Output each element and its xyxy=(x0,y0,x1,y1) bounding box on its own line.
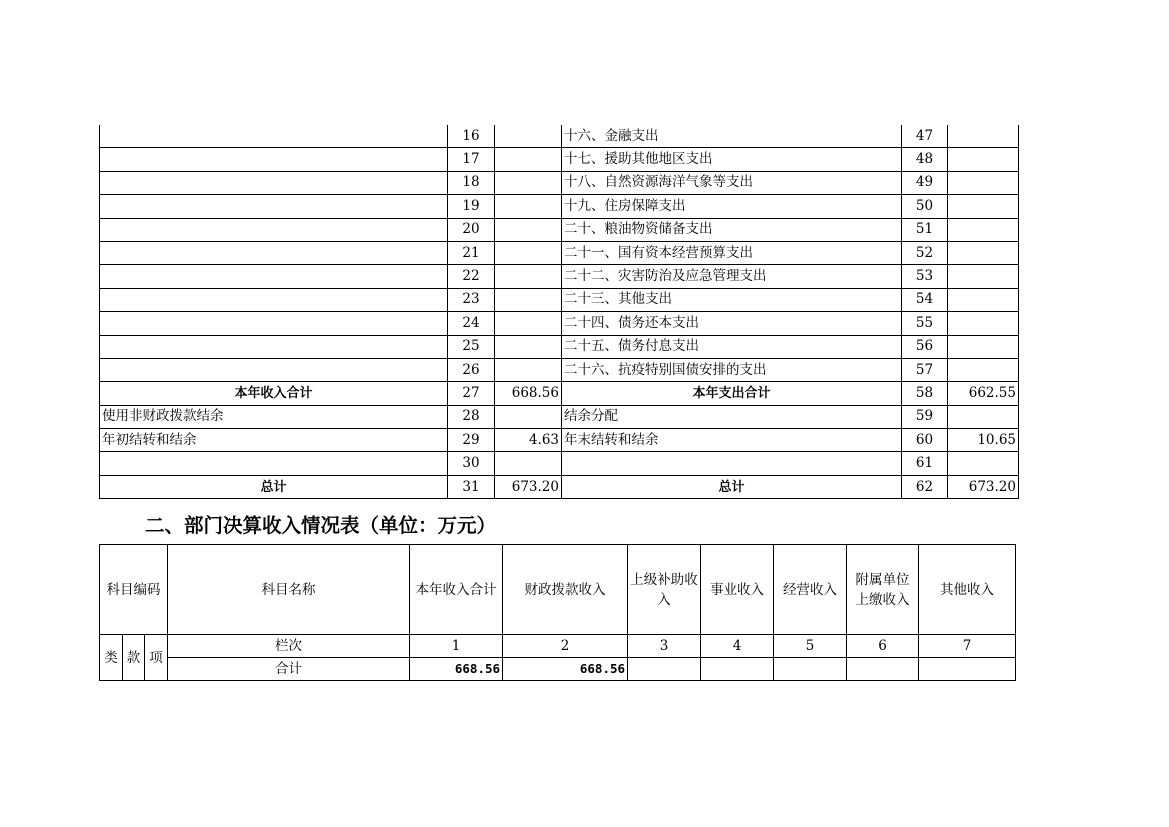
expense-amount xyxy=(948,241,1019,264)
expense-amount xyxy=(948,288,1019,311)
income-item-label: 总计 xyxy=(100,475,448,498)
expense-row-number: 48 xyxy=(902,148,948,171)
expense-item-label: 二十五、债务付息支出 xyxy=(562,335,902,358)
expense-amount xyxy=(948,358,1019,381)
header-affiliated: 附属单位上缴收入 xyxy=(847,545,919,635)
expense-row-number: 53 xyxy=(902,265,948,288)
header-operating: 经营收入 xyxy=(774,545,847,635)
table-row xyxy=(100,358,1019,381)
expense-amount xyxy=(948,171,1019,194)
income-row-number: 19 xyxy=(448,195,495,218)
income-amount xyxy=(495,171,562,194)
income-item-label: 本年收入合计 xyxy=(100,382,448,405)
income-row-number: 27 xyxy=(448,382,495,405)
table-row xyxy=(100,288,1019,311)
table-row xyxy=(100,218,1019,241)
income-item-label xyxy=(100,218,448,241)
column-index: 7 xyxy=(919,635,1016,658)
column-index: 5 xyxy=(774,635,847,658)
table-row xyxy=(100,312,1019,335)
expense-row-number: 52 xyxy=(902,241,948,264)
table-row xyxy=(100,405,1019,428)
expense-amount xyxy=(948,335,1019,358)
expense-amount: 10.65 xyxy=(948,429,1019,452)
income-amount xyxy=(495,452,562,475)
header-superior: 上级补助收入 xyxy=(628,545,701,635)
sum-row-label: 合计 xyxy=(168,658,410,681)
expense-item-label: 年末结转和结余 xyxy=(562,429,902,452)
income-amount xyxy=(495,241,562,264)
expense-item-label: 二十一、国有资本经营预算支出 xyxy=(562,241,902,264)
sum-business-value xyxy=(701,658,774,681)
column-index: 6 xyxy=(847,635,919,658)
income-row-number: 31 xyxy=(448,475,495,498)
expense-row-number: 61 xyxy=(902,452,948,475)
expense-amount xyxy=(948,452,1019,475)
expense-row-number: 62 xyxy=(902,475,948,498)
income-amount xyxy=(495,288,562,311)
income-row-number: 22 xyxy=(448,265,495,288)
income-amount xyxy=(495,218,562,241)
column-index-label: 栏次 xyxy=(168,635,410,658)
income-item-label xyxy=(100,195,448,218)
table-row xyxy=(100,195,1019,218)
income-amount xyxy=(495,125,562,148)
expense-item-label: 二十三、其他支出 xyxy=(562,288,902,311)
expense-row-number: 55 xyxy=(902,312,948,335)
expense-item-label: 结余分配 xyxy=(562,405,902,428)
expense-item-label: 十七、援助其他地区支出 xyxy=(562,148,902,171)
column-index: 2 xyxy=(503,635,628,658)
expense-row-number: 58 xyxy=(902,382,948,405)
income-amount xyxy=(495,265,562,288)
table-row xyxy=(100,475,1019,498)
income-item-label xyxy=(100,358,448,381)
table-row xyxy=(100,265,1019,288)
expense-amount: 662.55 xyxy=(948,382,1019,405)
income-item-label xyxy=(100,148,448,171)
income-item-label xyxy=(100,265,448,288)
column-index: 1 xyxy=(410,635,503,658)
expense-item-label: 十九、住房保障支出 xyxy=(562,195,902,218)
expense-item-label: 本年支出合计 xyxy=(562,382,902,405)
income-row-number: 21 xyxy=(448,241,495,264)
sub-header-xiang: 项 xyxy=(145,635,168,681)
table-row xyxy=(100,382,1019,405)
income-table xyxy=(99,544,1016,681)
income-item-label xyxy=(100,241,448,264)
column-index: 3 xyxy=(628,635,701,658)
income-amount xyxy=(495,335,562,358)
income-item-label xyxy=(100,452,448,475)
expense-amount xyxy=(948,125,1019,148)
table-row xyxy=(100,429,1019,452)
income-row-number: 28 xyxy=(448,405,495,428)
expense-amount xyxy=(948,312,1019,335)
income-item-label xyxy=(100,125,448,148)
table-row xyxy=(100,171,1019,194)
income-row-number: 26 xyxy=(448,358,495,381)
expense-row-number: 49 xyxy=(902,171,948,194)
expense-amount xyxy=(948,405,1019,428)
table-row xyxy=(100,125,1019,148)
expense-item-label: 二十六、抗疫特别国债安排的支出 xyxy=(562,358,902,381)
income-row-number: 24 xyxy=(448,312,495,335)
income-row-number: 16 xyxy=(448,125,495,148)
expense-row-number: 50 xyxy=(902,195,948,218)
income-row-number: 25 xyxy=(448,335,495,358)
sum-total-value: 668.56 xyxy=(410,658,503,681)
expense-item-label: 总计 xyxy=(562,475,902,498)
expense-row-number: 54 xyxy=(902,288,948,311)
expense-amount xyxy=(948,148,1019,171)
income-amount xyxy=(495,312,562,335)
summary-table xyxy=(99,125,1019,499)
column-index: 4 xyxy=(701,635,774,658)
income-item-label xyxy=(100,312,448,335)
expense-row-number: 56 xyxy=(902,335,948,358)
expense-amount: 673.20 xyxy=(948,475,1019,498)
table-row xyxy=(100,335,1019,358)
expense-amount xyxy=(948,218,1019,241)
income-item-label xyxy=(100,335,448,358)
expense-item-label: 二十二、灾害防治及应急管理支出 xyxy=(562,265,902,288)
expense-row-number: 59 xyxy=(902,405,948,428)
income-item-label: 年初结转和结余 xyxy=(100,429,448,452)
header-name: 科目名称 xyxy=(168,545,410,635)
income-row-number: 23 xyxy=(448,288,495,311)
sum-affiliated-value xyxy=(847,658,919,681)
income-amount xyxy=(495,358,562,381)
income-amount: 668.56 xyxy=(495,382,562,405)
income-item-label: 使用非财政拨款结余 xyxy=(100,405,448,428)
table-row xyxy=(100,241,1019,264)
header-fiscal: 财政拨款收入 xyxy=(503,545,628,635)
section-title: 二、部门决算收入情况表（单位：万元） xyxy=(145,514,497,537)
expense-row-number: 51 xyxy=(902,218,948,241)
expense-item-label xyxy=(562,452,902,475)
sum-fiscal-value: 668.56 xyxy=(503,658,628,681)
sum-other-value xyxy=(919,658,1016,681)
income-row-number: 18 xyxy=(448,171,495,194)
income-amount xyxy=(495,195,562,218)
sum-superior-value xyxy=(628,658,701,681)
sub-header-lei: 类 xyxy=(100,635,123,681)
header-code: 科目编码 xyxy=(100,545,168,635)
income-row-number: 20 xyxy=(448,218,495,241)
table-row xyxy=(100,452,1019,475)
expense-amount xyxy=(948,265,1019,288)
sum-operating-value xyxy=(774,658,847,681)
income-item-label xyxy=(100,171,448,194)
income-row-number: 30 xyxy=(448,452,495,475)
income-item-label xyxy=(100,288,448,311)
header-other: 其他收入 xyxy=(919,545,1016,635)
header-business: 事业收入 xyxy=(701,545,774,635)
income-amount xyxy=(495,148,562,171)
sub-header-kuan: 款 xyxy=(123,635,145,681)
income-amount: 673.20 xyxy=(495,475,562,498)
income-row-number: 29 xyxy=(448,429,495,452)
table-row xyxy=(100,148,1019,171)
expense-amount xyxy=(948,195,1019,218)
expense-item-label: 二十、粮油物资储备支出 xyxy=(562,218,902,241)
expense-item-label: 十六、金融支出 xyxy=(562,125,902,148)
income-row-number: 17 xyxy=(448,148,495,171)
expense-item-label: 十八、自然资源海洋气象等支出 xyxy=(562,171,902,194)
income-amount xyxy=(495,405,562,428)
expense-item-label: 二十四、债务还本支出 xyxy=(562,312,902,335)
income-amount: 4.63 xyxy=(495,429,562,452)
expense-row-number: 47 xyxy=(902,125,948,148)
header-total: 本年收入合计 xyxy=(410,545,503,635)
expense-row-number: 57 xyxy=(902,358,948,381)
expense-row-number: 60 xyxy=(902,429,948,452)
